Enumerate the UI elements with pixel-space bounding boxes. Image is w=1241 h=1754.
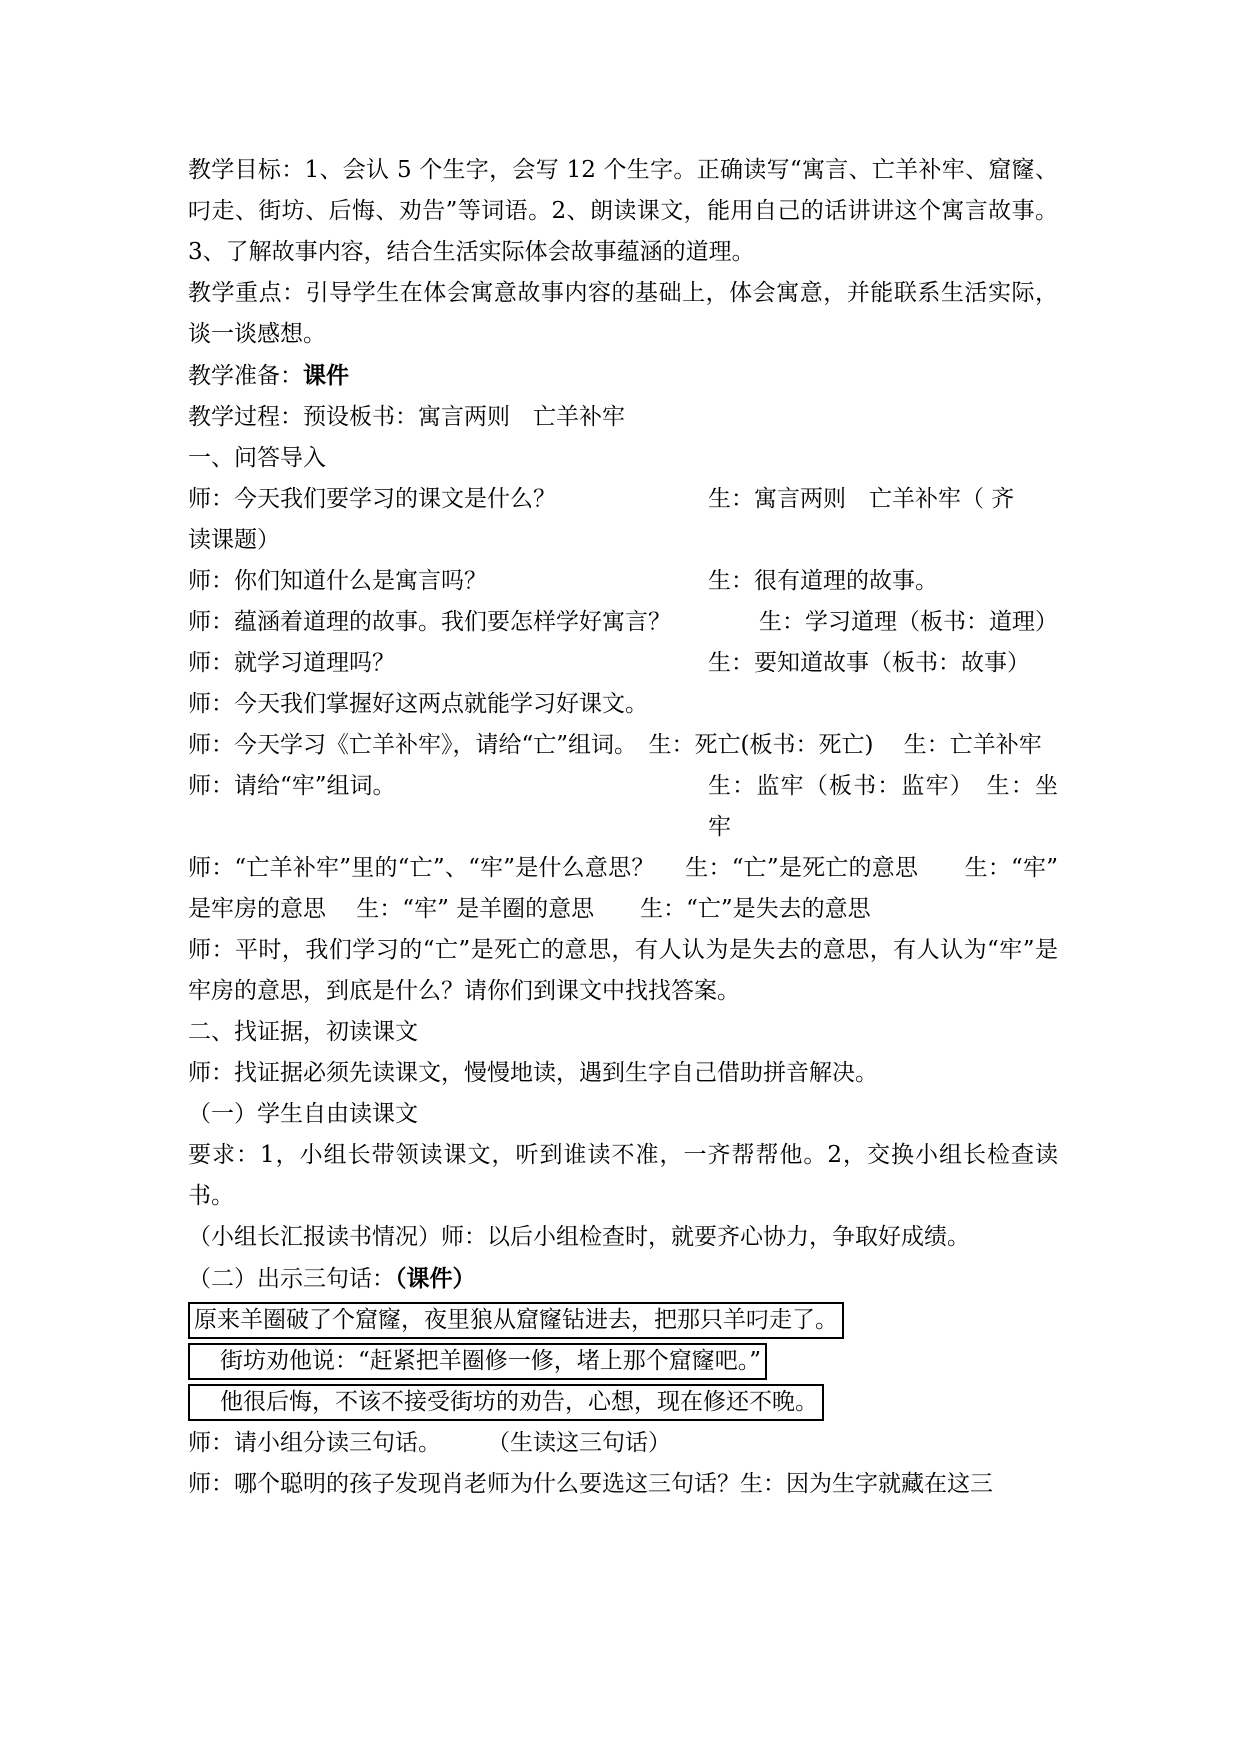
evidence-line: 师：找证据必须先读课文，慢慢地读，遇到生字自己借助拼音解决。 xyxy=(188,1060,878,1086)
sentence-box-row xyxy=(188,1341,1058,1382)
sentence-box-1: 原来羊圈破了个窟窿，夜里狼从窟窿钻进去，把那只羊叼走了。 xyxy=(188,1302,844,1339)
teacher-line: 师：今天我们要学习的课文是什么？ xyxy=(188,486,556,512)
dialog-line xyxy=(188,561,1058,602)
student-line: 生：很有道理的故事。 xyxy=(708,568,938,594)
sentence-box-row xyxy=(188,1382,1058,1423)
sub2-label: （二）出示三句话： xyxy=(188,1266,395,1292)
meaning-line: 师：“亡羊补牢”里的“亡”、“牢”是什么意思？ 生：“亡”是死亡的意思 生：“牢” 是牢房的意思 生：“牢” 是羊圈的意思 生：“亡”是失去的意思 xyxy=(188,855,1058,922)
student-line: 生：监牢（板书：监牢） 生：坐牢 xyxy=(708,773,1058,840)
usual-meaning-line: 师：平时，我们学习的“亡”是死亡的意思，有人认为是失去的意思，有人认为“牢”是牢房的意思，到底是什么？请你们到课文中找找答案。 xyxy=(188,937,1058,1004)
last-line: 师：哪个聪明的孩子发现肖老师为什么要选这三句话？生：因为生字就藏在这三 xyxy=(188,1471,993,1497)
teaching-process: 教学过程：预设板书：寓言两则 亡羊补牢 xyxy=(188,404,625,430)
student-line: 生：寓言两则 亡羊补牢（ 齐 xyxy=(708,486,1015,512)
teacher-line: 师：蕴涵着道理的故事。我们要怎样学好寓言？ xyxy=(188,609,671,635)
prep-label: 教学准备： xyxy=(188,363,303,389)
sub-heading-1: （一）学生自由读课文 xyxy=(188,1101,418,1127)
sentence-box-3: 他很后悔，不该不接受街坊的劝告，心想，现在修还不晚。 xyxy=(188,1384,824,1421)
student-line: 生：学习道理（板书：道理） xyxy=(759,609,1058,635)
student-line: 生：要知道故事（板书：故事） xyxy=(708,650,1030,676)
teacher-line: 师：你们知道什么是寓言吗？ xyxy=(188,568,487,594)
requirement-line: 要求：1，小组长带领读课文，听到谁读不准，一齐帮帮他。2，交换小组长检查读书。 xyxy=(188,1142,1058,1209)
sub2-value: （课件） xyxy=(395,1265,476,1292)
dialog-line xyxy=(188,602,1058,643)
teaching-prep xyxy=(188,355,1058,397)
teacher-line: 师：就学习道理吗？ xyxy=(188,650,395,676)
document-page xyxy=(188,150,1058,1505)
teacher-summary-line: 师：今天我们掌握好这两点就能学习好课文。 xyxy=(188,691,648,717)
read-line: 师：请小组分读三句话。 （生读这三句话） xyxy=(188,1430,671,1456)
dialog-line xyxy=(188,479,1058,520)
sentence-box-2: 街坊劝他说：“赶紧把羊圈修一修，堵上那个窟窿吧。” xyxy=(188,1343,767,1380)
section-heading-1: 一、问答导入 xyxy=(188,445,326,471)
teaching-objectives: 教学目标：1、会认 5 个生字，会写 12 个生字。正确读写“寓言、亡羊补牢、窟窿、叼走、街坊、后悔、劝告”等词语。2、朗读课文，能用自己的话讲讲这个寓言故事。3、了解故事内容，结合生活实际体会故事蕴涵的道理。 xyxy=(188,157,1058,265)
report-line: （小组长汇报读书情况）师：以后小组检查时，就要齐心协力，争取好成绩。 xyxy=(188,1224,970,1250)
wang-word-line: 师：今天学习《亡羊补牢》，请给“亡”组词。 生：死亡(板书：死亡) 生：亡羊补牢 xyxy=(188,732,1042,758)
teaching-key-point: 教学重点：引导学生在体会寓意故事内容的基础上，体会寓意，并能联系生活实际，谈一谈感想。 xyxy=(188,280,1058,347)
sub-heading-2 xyxy=(188,1258,1058,1300)
dialog-continuation: 读课题） xyxy=(188,527,280,553)
dialog-line xyxy=(188,643,1058,684)
sentence-box-row xyxy=(188,1300,1058,1341)
dialog-line xyxy=(188,766,1058,848)
prep-value: 课件 xyxy=(303,362,349,389)
section-heading-2: 二、找证据，初读课文 xyxy=(188,1019,418,1045)
teacher-line: 师：请给“牢”组词。 xyxy=(188,773,396,799)
